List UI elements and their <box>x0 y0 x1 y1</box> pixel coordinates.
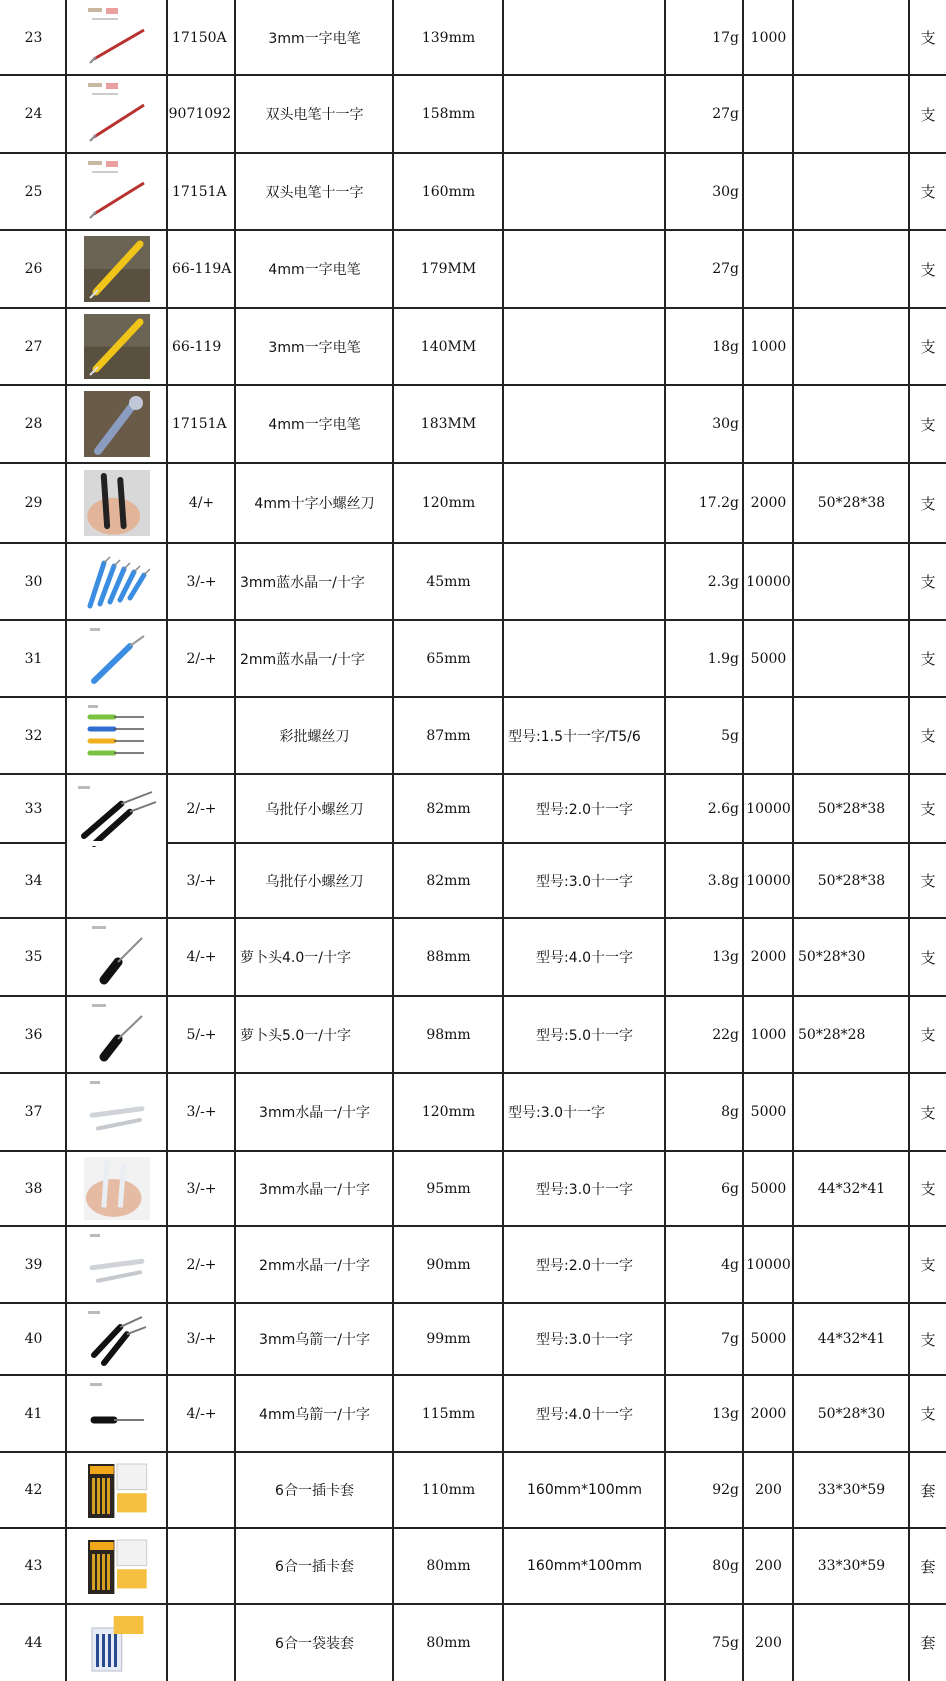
cell-spec <box>505 1604 664 1681</box>
cell-qty: 5000 <box>750 650 787 667</box>
cell-name: 6合一袋装套 <box>275 1635 354 1652</box>
cell-length: 80mm <box>426 1634 471 1651</box>
crystal-screwdriver-icon <box>84 1232 150 1297</box>
cell-qty: 10000 <box>746 872 791 889</box>
cell-size: 44*32*41 <box>817 1331 886 1347</box>
cell-no: 33 <box>24 800 43 817</box>
cell-name: 3mm一字电笔 <box>268 30 361 47</box>
cell-code <box>169 1528 234 1604</box>
cell-weight: 18g <box>712 338 739 355</box>
cell-qty: 5000 <box>750 1180 787 1197</box>
cell-spec: 型号:3.0十一字 <box>508 1105 605 1121</box>
crystal-screwdriver-icon <box>84 1079 150 1145</box>
cell-weight: 8g <box>721 1104 739 1120</box>
table-row <box>0 1226 946 1303</box>
cell-weight: 17.2g <box>698 495 739 511</box>
cell-spec <box>505 620 664 697</box>
cell-size: 50*28*38 <box>817 495 886 511</box>
cell-unit: 支 <box>920 338 936 356</box>
cell-qty: 2000 <box>750 949 787 965</box>
cell-length: 82mm <box>426 800 471 817</box>
crystal-screwdriver-hand-icon <box>84 1157 150 1220</box>
cell-code: 17151A <box>172 183 227 200</box>
cell-name: 4mm乌箭一/十字 <box>259 1406 370 1423</box>
card-set-icon <box>84 1534 150 1598</box>
cell-unit: 支 <box>920 29 936 47</box>
cell-spec: 160mm*100mm <box>527 1558 642 1574</box>
cell-size <box>795 0 908 75</box>
cell-code: 3/-+ <box>186 1331 217 1347</box>
stubby-screwdriver-icon <box>84 1002 150 1067</box>
cell-qty: 10000 <box>746 573 791 590</box>
cell-weight: 3.8g <box>707 872 739 889</box>
cell-spec: 型号:4.0十一字 <box>536 950 633 966</box>
table-row <box>0 697 946 774</box>
cell-name: 乌批仔小螺丝刀 <box>265 801 364 818</box>
color-screwdrivers-icon <box>84 703 150 768</box>
cell-size: 50*28*30 <box>798 949 866 965</box>
black-screwdrivers-icon <box>84 1309 150 1369</box>
cell-unit: 支 <box>920 650 936 668</box>
cell-length: 65mm <box>426 650 471 667</box>
cell-spec: 型号:3.0十一字 <box>536 1332 633 1348</box>
cell-code: 4/-+ <box>186 949 217 965</box>
cell-length: 140MM <box>420 338 477 355</box>
cell-no: 38 <box>24 1180 43 1197</box>
cell-spec: 型号:1.5十一字/T5/6 <box>508 728 641 745</box>
cell-unit: 支 <box>920 415 936 434</box>
merged-cell-mask <box>67 841 166 846</box>
table-row <box>0 1073 946 1151</box>
cell-no: 39 <box>24 1256 43 1273</box>
cell-no: 43 <box>24 1558 43 1574</box>
cell-name: 萝卜头4.0一/十字 <box>240 950 351 966</box>
cell-code: 17151A <box>172 416 227 432</box>
cell-spec: 型号:3.0十一字 <box>536 1181 633 1198</box>
cell-spec <box>505 385 664 463</box>
cell-size <box>795 385 908 463</box>
cell-no: 34 <box>24 872 43 889</box>
cell-code <box>169 1604 234 1681</box>
cell-qty <box>745 153 792 230</box>
cell-unit: 套 <box>920 1481 936 1500</box>
cell-length: 179MM <box>420 261 477 277</box>
cell-spec <box>505 153 664 230</box>
cell-qty: 1000 <box>750 1026 787 1043</box>
cell-qty: 2000 <box>750 1405 787 1422</box>
table-row <box>0 1303 946 1375</box>
cell-name: 4mm一字电笔 <box>268 262 361 278</box>
cell-length: 95mm <box>426 1180 471 1197</box>
card-set-icon <box>84 1458 150 1522</box>
cell-spec: 型号:5.0十一字 <box>536 1027 633 1044</box>
cell-unit: 套 <box>920 1557 936 1576</box>
cell-code: 2/-+ <box>186 1256 217 1273</box>
cell-length: 120mm <box>421 1104 476 1120</box>
table-row <box>0 1375 946 1452</box>
blue-screwdriver-icon <box>84 626 150 691</box>
cell-qty: 200 <box>755 1558 782 1574</box>
cell-unit: 支 <box>920 1256 936 1274</box>
cell-weight: 27g <box>712 106 739 122</box>
cell-unit: 支 <box>920 105 936 124</box>
table-row <box>0 153 946 230</box>
cell-weight: 4g <box>721 1256 739 1273</box>
cell-weight: 75g <box>712 1634 739 1651</box>
cell-size <box>795 697 908 774</box>
cell-spec: 型号:4.0十一字 <box>536 1406 633 1423</box>
cell-spec <box>505 0 664 75</box>
cell-no: 28 <box>24 416 43 432</box>
cell-size <box>795 620 908 697</box>
cell-name: 3mm一字电笔 <box>268 339 361 356</box>
cell-size: 50*28*38 <box>817 800 886 817</box>
cell-name: 6合一插卡套 <box>275 1483 354 1499</box>
bag-set-icon <box>84 1610 150 1675</box>
cell-name: 6合一插卡套 <box>275 1559 354 1575</box>
cell-no: 23 <box>24 29 43 46</box>
cell-no: 36 <box>24 1026 43 1043</box>
table-row <box>0 308 946 385</box>
cell-no: 40 <box>24 1331 43 1347</box>
screwdriver-hand-icon <box>84 470 150 536</box>
table-row <box>0 230 946 308</box>
cell-no: 30 <box>24 573 43 590</box>
cell-length: 120mm <box>421 495 476 511</box>
cell-unit: 支 <box>920 1103 936 1122</box>
cell-unit: 支 <box>920 494 936 513</box>
cell-qty: 5000 <box>750 1104 787 1120</box>
cell-weight: 22g <box>712 1026 739 1043</box>
table-row <box>0 774 946 843</box>
table-row <box>0 620 946 697</box>
cell-size <box>795 308 908 385</box>
cell-no: 25 <box>24 183 43 200</box>
table-row <box>0 843 946 918</box>
cell-length: 80mm <box>426 1558 471 1574</box>
cell-no: 31 <box>24 650 43 667</box>
cell-spec <box>505 543 664 620</box>
cell-weight: 92g <box>712 1482 739 1498</box>
cell-size <box>795 153 908 230</box>
cell-name: 彩批螺丝刀 <box>279 728 350 745</box>
cell-code: 2/-+ <box>186 650 217 667</box>
cell-length: 139mm <box>421 29 476 46</box>
test-pen-red-icon <box>84 159 150 224</box>
cell-unit: 支 <box>920 260 936 279</box>
cell-qty: 200 <box>755 1482 782 1498</box>
cell-no: 44 <box>24 1634 43 1651</box>
cell-unit: 支 <box>920 183 936 201</box>
cell-size <box>795 230 908 308</box>
cell-unit: 支 <box>920 1180 936 1198</box>
cell-code: 66-119A <box>172 261 232 277</box>
cell-weight: 30g <box>712 416 739 432</box>
test-pen-red-icon <box>84 81 150 147</box>
cell-length: 158mm <box>421 106 476 122</box>
cell-spec <box>505 463 664 543</box>
cell-code: 66-119 <box>172 338 222 355</box>
cell-no: 26 <box>24 261 43 277</box>
cell-qty: 10000 <box>746 1256 791 1273</box>
table-row <box>0 996 946 1073</box>
cell-weight: 6g <box>721 1180 739 1197</box>
cell-weight: 27g <box>712 261 739 277</box>
cell-qty: 10000 <box>746 800 791 817</box>
cell-code: 17150A <box>172 29 227 46</box>
cell-unit: 支 <box>920 872 936 890</box>
cell-no: 27 <box>24 338 43 355</box>
cell-name: 乌批仔小螺丝刀 <box>265 873 364 890</box>
cell-length: 110mm <box>421 1482 476 1498</box>
cell-spec: 型号:2.0十一字 <box>536 801 633 818</box>
cell-weight: 1.9g <box>707 650 739 667</box>
cell-size: 44*32*41 <box>817 1180 886 1197</box>
cell-size <box>795 1073 908 1151</box>
cell-size: 33*30*59 <box>817 1558 886 1574</box>
cell-name: 4mm十字小螺丝刀 <box>254 496 375 512</box>
cell-name: 萝卜头5.0一/十字 <box>240 1027 351 1044</box>
table-row <box>0 1528 946 1604</box>
cell-spec <box>505 75 664 153</box>
table-row <box>0 543 946 620</box>
cell-qty: 5000 <box>750 1331 787 1347</box>
cell-name: 4mm一字电笔 <box>268 417 361 433</box>
cell-code: 3/-+ <box>186 1104 217 1120</box>
cell-name: 3mm蓝水晶一/十字 <box>240 574 365 591</box>
cell-name: 3mm水晶一/十字 <box>259 1181 370 1198</box>
cell-code <box>169 697 234 774</box>
cell-no: 37 <box>24 1104 43 1120</box>
cell-size <box>795 543 908 620</box>
test-pen-yellow-icon <box>84 236 150 302</box>
cell-code: 2/-+ <box>186 800 217 817</box>
table-row <box>0 385 946 463</box>
table-row <box>0 1604 946 1681</box>
cell-length: 87mm <box>426 727 471 744</box>
cell-code: 4/-+ <box>186 1405 217 1422</box>
blue-screwdrivers-icon <box>84 549 150 614</box>
cell-code: 3/-+ <box>186 573 217 590</box>
cell-length: 90mm <box>426 1256 471 1273</box>
cell-code: 3/-+ <box>186 1180 217 1197</box>
cell-no: 24 <box>24 106 43 122</box>
cell-weight: 2.3g <box>707 573 739 590</box>
cell-weight: 2.6g <box>707 800 739 817</box>
cell-name: 双头电笔十一字 <box>265 107 364 123</box>
cell-weight: 30g <box>712 183 739 200</box>
test-pen-blue-icon <box>84 391 150 457</box>
cell-qty <box>745 230 792 308</box>
cell-length: 98mm <box>426 1026 471 1043</box>
cell-qty: 1000 <box>750 338 787 355</box>
cell-unit: 支 <box>920 1026 936 1044</box>
cell-spec: 型号:3.0十一字 <box>536 873 633 890</box>
cell-spec: 型号:2.0十一字 <box>536 1257 633 1274</box>
cell-weight: 17g <box>712 29 739 46</box>
cell-size: 33*30*59 <box>817 1482 886 1498</box>
cell-name: 双头电笔十一字 <box>265 184 364 201</box>
cell-length: 160mm <box>421 183 476 200</box>
cell-qty <box>745 75 792 153</box>
test-pen-yellow-icon <box>84 314 150 379</box>
cell-size: 50*28*38 <box>817 872 886 889</box>
cell-code: 5/-+ <box>186 1026 217 1043</box>
table-row <box>0 0 946 75</box>
table-row <box>0 1452 946 1528</box>
cell-spec <box>505 308 664 385</box>
cell-length: 99mm <box>426 1331 471 1347</box>
cell-length: 82mm <box>426 872 471 889</box>
cell-length: 183MM <box>420 416 477 432</box>
cell-code: 4/+ <box>188 495 215 511</box>
cell-qty: 1000 <box>750 29 787 46</box>
cell-unit: 支 <box>920 1330 936 1349</box>
cell-unit: 套 <box>920 1634 936 1652</box>
cell-name: 2mm蓝水晶一/十字 <box>240 651 365 668</box>
cell-size <box>795 1604 908 1681</box>
cell-unit: 支 <box>920 573 936 591</box>
cell-length: 45mm <box>426 573 471 590</box>
cell-no: 32 <box>24 727 43 744</box>
black-screwdriver-icon <box>84 1381 150 1446</box>
cell-name: 3mm水晶一/十字 <box>259 1105 370 1121</box>
cell-unit: 支 <box>920 1405 936 1423</box>
test-pen-red-icon <box>84 6 150 69</box>
table-row <box>0 1151 946 1226</box>
cell-qty: 2000 <box>750 495 787 511</box>
cell-no: 29 <box>24 495 43 511</box>
cell-size: 50*28*30 <box>817 1405 886 1422</box>
cell-length: 115mm <box>421 1405 476 1422</box>
table-row <box>0 918 946 996</box>
cell-weight: 5g <box>721 727 739 744</box>
cell-name: 3mm乌箭一/十字 <box>259 1332 370 1348</box>
cell-spec: 160mm*100mm <box>527 1482 642 1498</box>
cell-qty <box>745 385 792 463</box>
cell-weight: 7g <box>721 1331 739 1347</box>
cell-size: 50*28*28 <box>798 1026 866 1043</box>
cell-code <box>169 1452 234 1528</box>
cell-unit: 支 <box>920 727 936 745</box>
cell-code: 3/-+ <box>186 872 217 889</box>
cell-no: 42 <box>24 1482 43 1498</box>
cell-weight: 80g <box>712 1558 739 1574</box>
table-row <box>0 75 946 153</box>
stubby-screwdriver-icon <box>84 924 150 990</box>
cell-code: 9071092 <box>169 106 231 122</box>
cell-unit: 支 <box>920 800 936 818</box>
cell-size <box>795 75 908 153</box>
cell-length: 88mm <box>426 949 471 965</box>
cell-qty: 200 <box>755 1634 782 1651</box>
cell-qty <box>745 697 792 774</box>
cell-weight: 13g <box>712 949 739 965</box>
table-row <box>0 463 946 543</box>
cell-weight: 13g <box>712 1405 739 1422</box>
cell-name: 2mm水晶一/十字 <box>259 1257 370 1274</box>
cell-no: 35 <box>24 949 43 965</box>
cell-no: 41 <box>24 1405 43 1422</box>
cell-unit: 支 <box>920 948 936 967</box>
cell-spec <box>505 230 664 308</box>
cell-size <box>795 1226 908 1303</box>
